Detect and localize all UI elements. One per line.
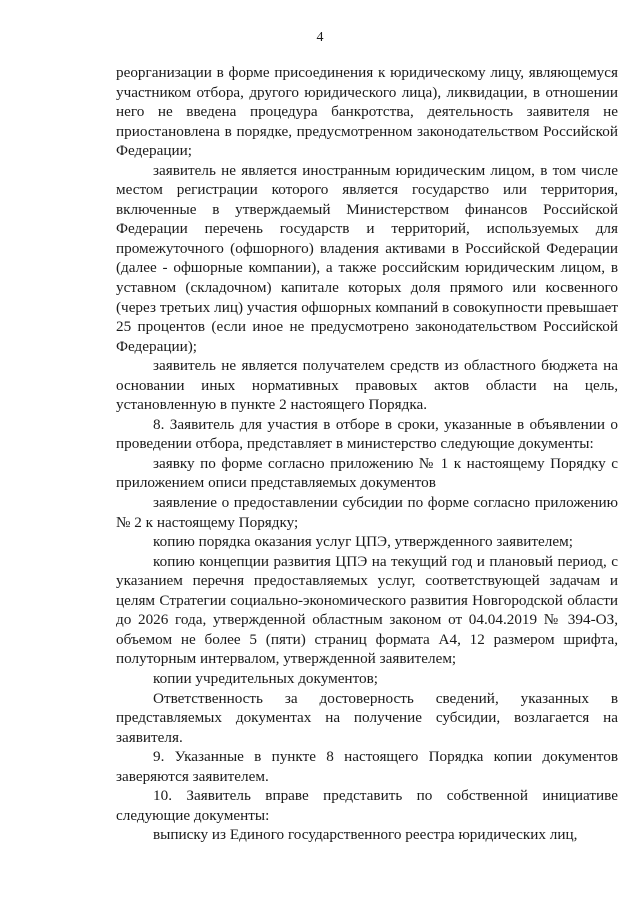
paragraph-development-concept: копию концепции развития ЦПЭ на текущий год и плановый период, с указанием перечня предоставляемых услуг, соответствующей задачам и целям Стратегии социально-экономического развития Новгородской области до 2026 года, утвержденной областным законом от 04.04.2019 № 394-ОЗ, объемом не более 5 (пяти) страниц формата А4, 12 размером шрифта, полуторным интервалом, утвержденной заявителем; xyxy=(116,552,618,668)
paragraph-application-form: заявку по форме согласно приложению № 1 к настоящему Порядку с приложением описи представляемых документов xyxy=(116,454,618,492)
paragraph-reorganization-continuation: реорганизации в форме присоединения к юридическому лицу, являющемуся участником отбора, другого юридического лица), ликвидации, в отношении него не введена процедура банкротства, деятельность заявителя не приостановлена в порядке, предусмотренном законодательством Российской Федерации; xyxy=(116,64,618,160)
paragraph-regional-budget: заявитель не является получателем средств из областного бюджета на основании иных нормативных правовых актов области на цель, установленную в пункте 2 настоящего Порядка. xyxy=(116,357,618,414)
paragraph-responsibility: Ответственность за достоверность сведений, указанных в представляемых документах на получение субсидии, возлагается на заявителя. xyxy=(116,689,618,746)
paragraph-clause-8: 8. Заявитель для участия в отборе в сроки, указанные в объявлении о проведении отбора, представляет в министерство следующие документы: xyxy=(116,415,618,453)
paragraph-subsidy-statement: заявление о предоставлении субсидии по форме согласно приложению № 2 к настоящему Порядку; xyxy=(116,494,618,531)
paragraph-clause-9: 9. Указанные в пункте 8 настоящего Порядка копии документов заверяются заявителем. xyxy=(116,748,618,785)
paragraph-clause-10: 10. Заявитель вправе представить по собственной инициативе следующие документы: xyxy=(116,787,618,824)
paragraph-offshore-companies: заявитель не является иностранным юридическим лицом, в том числе местом регистрации которого является государство или территория, включенные в утверждаемый Министерством финансов Российской Федерации перечень государств и территорий, используемых для промежуточного (офшорного) владения активами в Российской Федерации (далее - офшорные компании), а также российским юридическим лицом, в уставном (складочном) капитале которых доля прямого или косвенного (через третьих лиц) участия офшорных компаний в совокупности превышает 25 процентов (если иное не предусмотрено законодательством Российской Федерации); xyxy=(116,161,618,355)
paragraph-register-extract: выписку из Единого государственного реестра юридических лиц, xyxy=(153,826,578,844)
paragraph-founding-documents: копии учредительных документов; xyxy=(153,669,378,687)
paragraph-services-procedure: копию порядка оказания услуг ЦПЭ, утвержденного заявителем; xyxy=(153,533,573,551)
page-number: 4 xyxy=(316,30,324,45)
document-body xyxy=(116,63,618,845)
